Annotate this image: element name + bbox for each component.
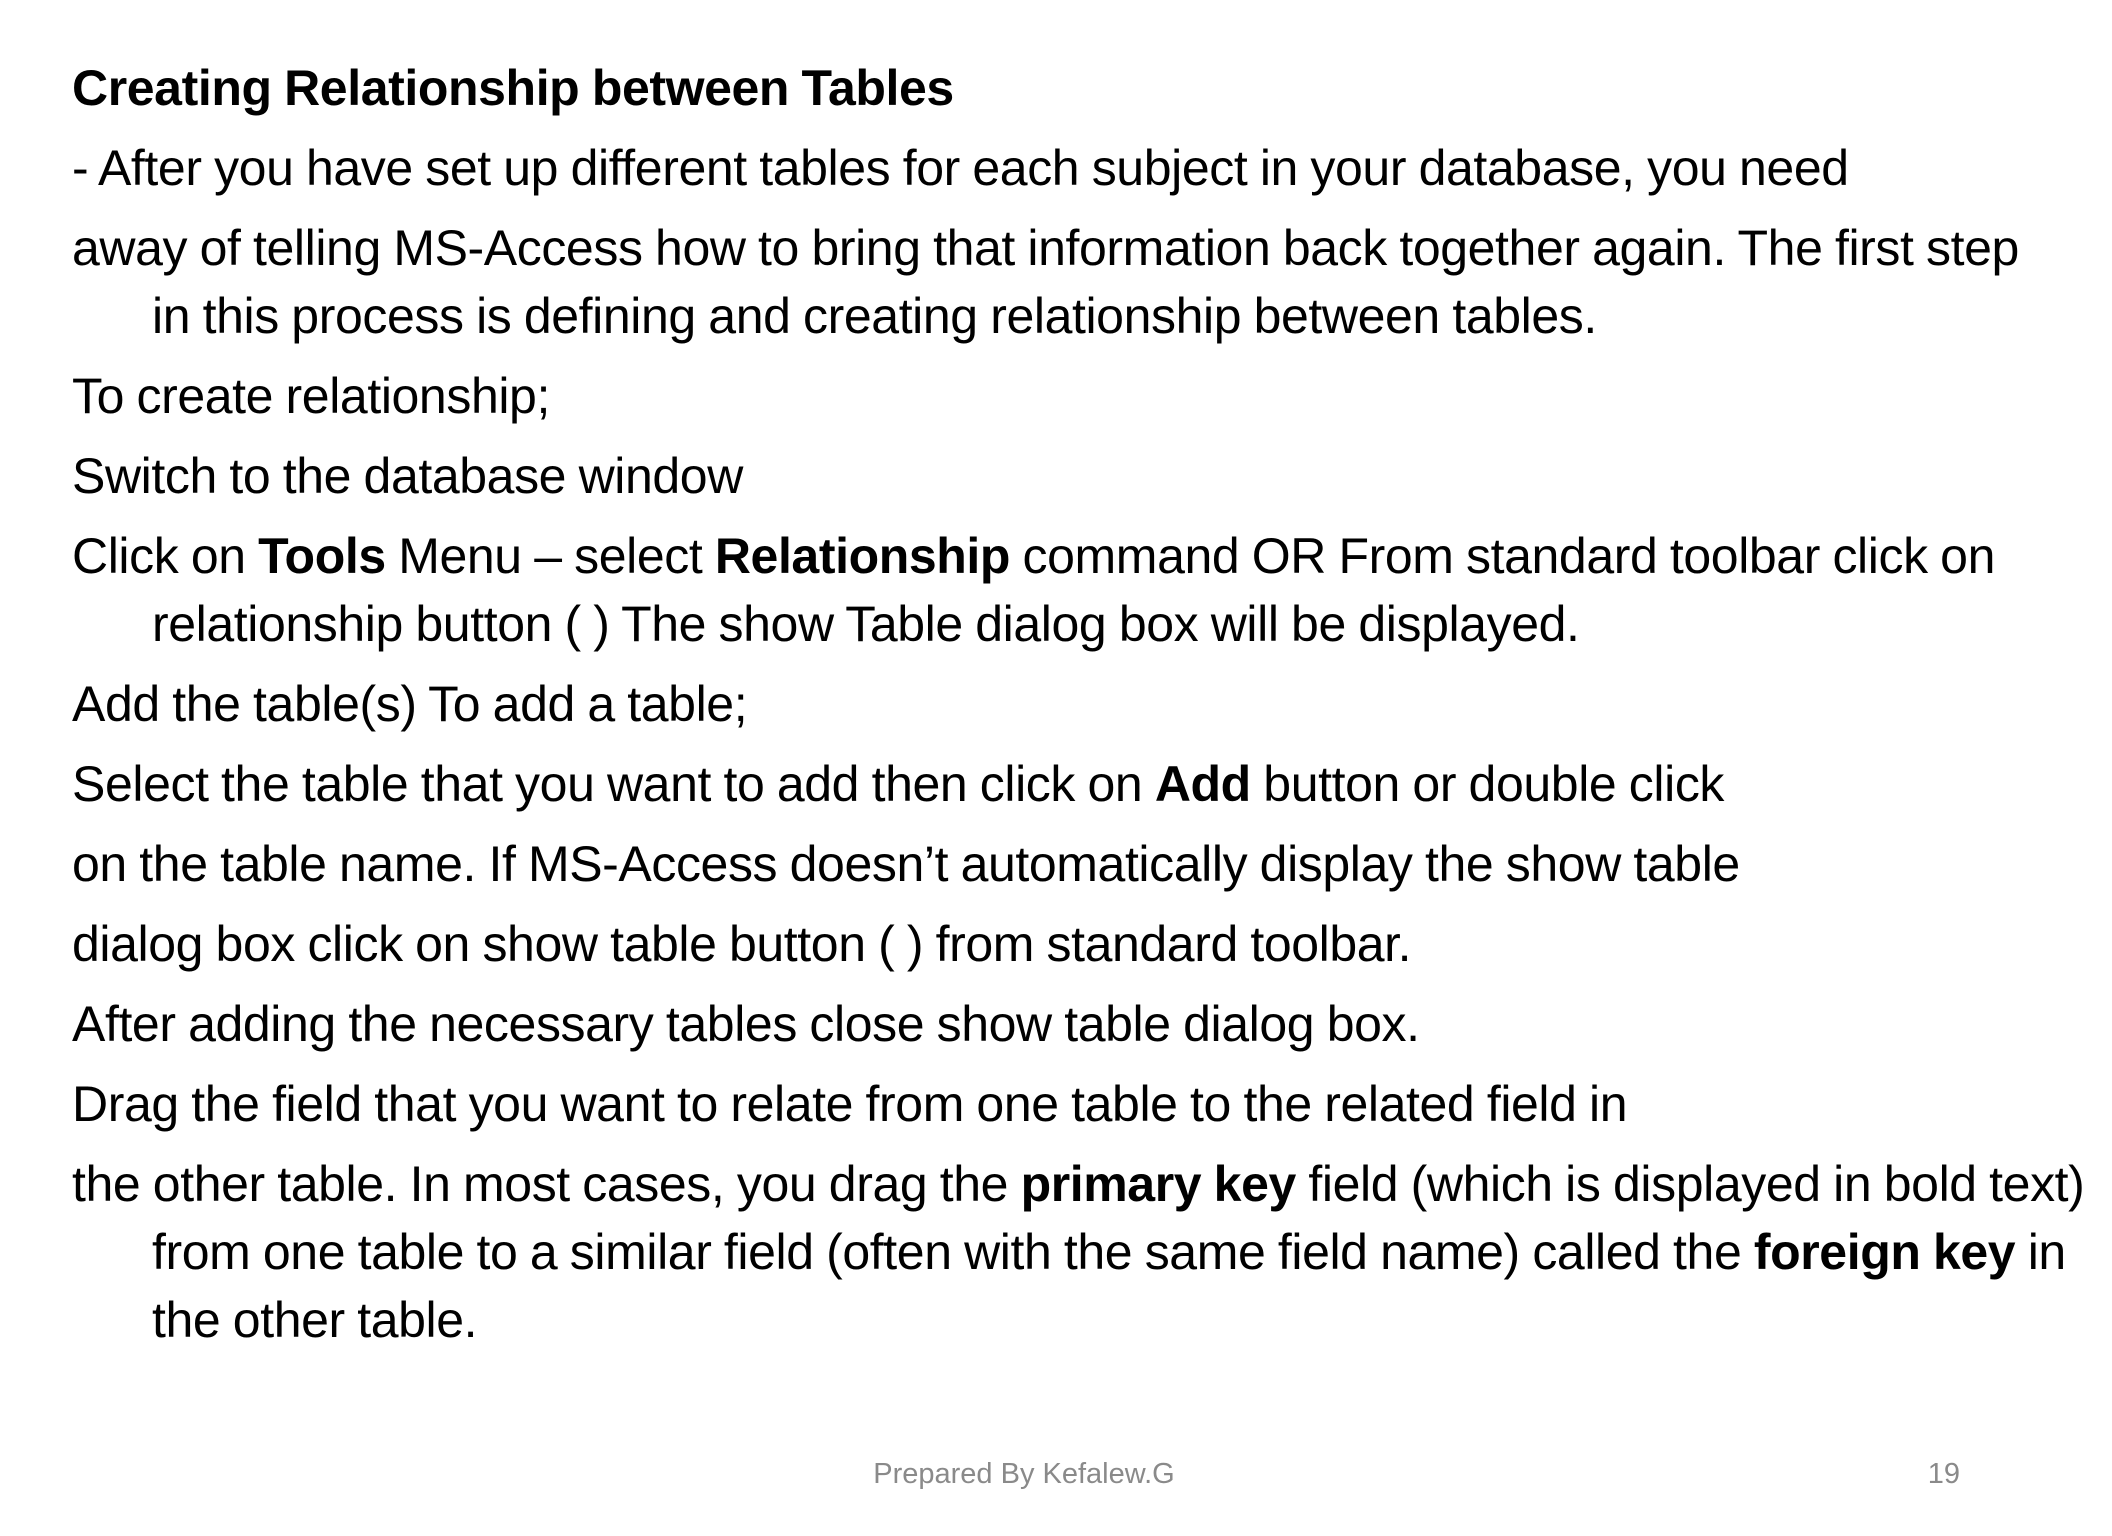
click-tools-text-f: on relationship button ( ) The show Table dialog box will be displayed.: [152, 528, 1995, 652]
paragraph-close-dialog: After adding the necessary tables close show table dialog box.: [72, 996, 1420, 1052]
paragraph-intro: [72, 134, 2032, 202]
paragraph-table-name: on the table name. If MS-Access doesn’t automatically display the show table: [72, 836, 1740, 892]
click-tools-text-e: command OR From standard toolbar click: [1010, 528, 1928, 584]
select-table-text-a: Select the table that you want to add then click on: [72, 756, 1155, 812]
paragraph-switch-window: Switch to the database window: [72, 448, 743, 504]
footer-prepared-by: Prepared By Kefalew.G: [873, 1458, 1175, 1490]
primary-key-text-d: bold text) from one table to a similar field (often with the same field name): [152, 1156, 2085, 1280]
primary-key-term: primary key: [1020, 1156, 1296, 1212]
primary-key-text-a: the other table. In most cases, you drag the: [72, 1156, 1021, 1212]
relationship-command-term: Relationship: [714, 528, 1011, 584]
paragraph-to-create: To create relationship;: [72, 368, 550, 424]
paragraph-primary-key: [72, 1150, 2112, 1354]
paragraph-show-table-button: dialog box click on show table button ( ) from standard toolbar.: [72, 916, 1412, 972]
primary-key-text-c: field (which is displayed in: [1295, 1156, 1872, 1212]
primary-key-text-g: in the other table.: [152, 1224, 2066, 1348]
slide-title: Creating Relationship between Tables: [72, 60, 954, 116]
paragraph-drag-field: Drag the field that you want to relate from one table to the related field in: [72, 1076, 1628, 1132]
slide-body: [72, 54, 2085, 1366]
paragraph-intro-continued: [72, 214, 2052, 350]
foreign-key-term: foreign key: [1753, 1224, 2016, 1280]
paragraph-intro-continued-text: away of telling MS-Access how to bring that information back together again. The first step in this process is defining and creating relationship between tables.: [72, 220, 2019, 344]
paragraph-click-tools: [72, 522, 2112, 658]
select-table-text-c: button or double click: [1250, 756, 1725, 812]
primary-key-text-e: called the: [1532, 1224, 1754, 1280]
click-tools-text-c: Menu – select: [385, 528, 715, 584]
tools-menu-term: Tools: [258, 528, 386, 584]
paragraph-select-table: [72, 750, 2032, 818]
paragraph-add-tables: Add the table(s) To add a table;: [72, 676, 748, 732]
page-number: 19: [1927, 1458, 1960, 1490]
paragraph-intro-text: - After you have set up different tables for each subject in your database, you need: [72, 140, 1849, 196]
click-tools-text-a: Click on: [72, 528, 259, 584]
add-button-term: Add: [1154, 756, 1251, 812]
